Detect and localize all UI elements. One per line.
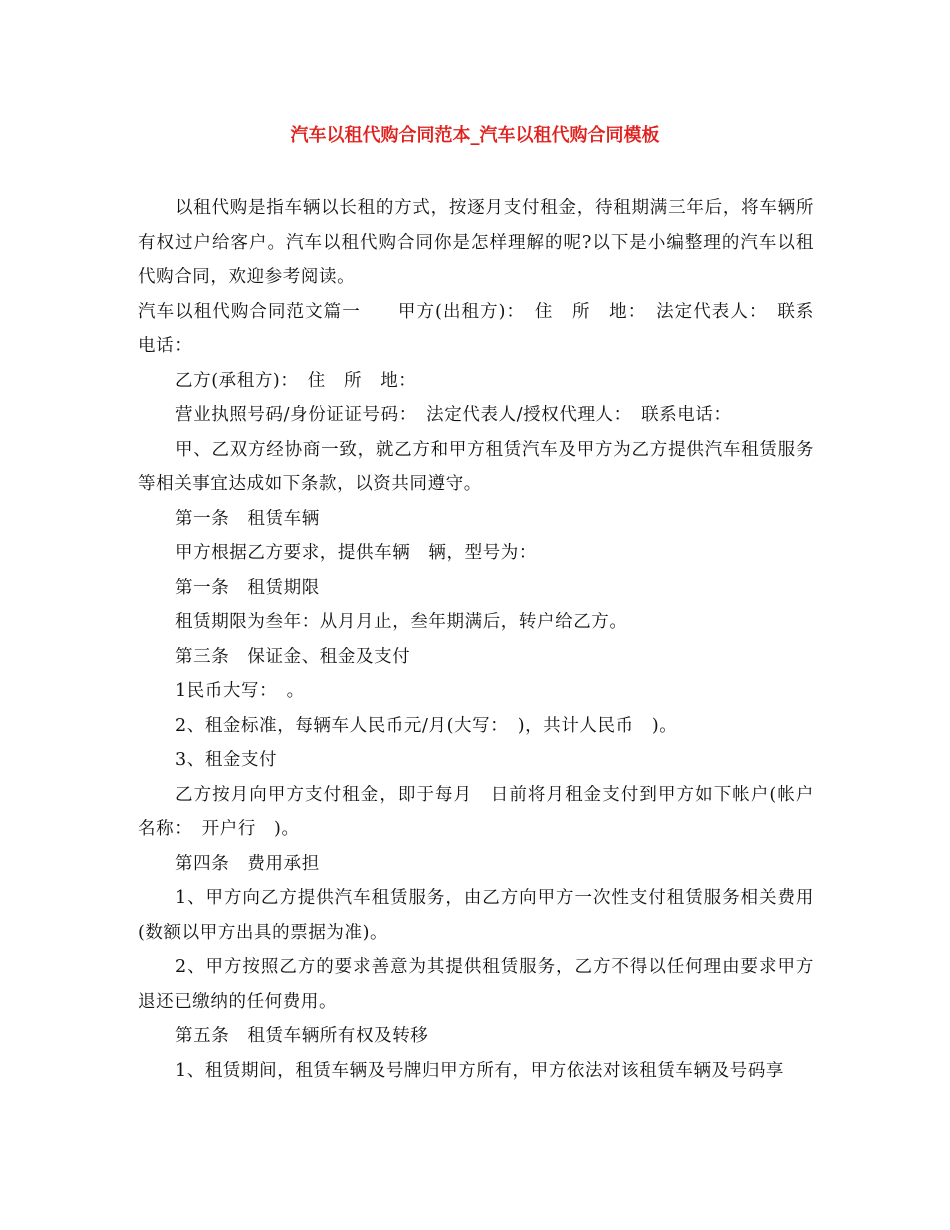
- clause-item: 1、租赁期间，租赁车辆及号牌归甲方所有，甲方依法对该租赁车辆及号码享: [175, 1060, 785, 1081]
- document-title: 汽车以租代购合同范本_汽车以租代购合同模板: [290, 125, 660, 146]
- intro-paragraph: 以租代购是指车辆以长租的方式，按逐月支付租金，待租期满三年后，将车辆所有权过户给客户。汽车以租代购合同你是怎样理解的呢?以下是小编整理的汽车以租代购合同，欢迎参考阅读。: [138, 198, 814, 287]
- parties-line-party-a: 汽车以租代购合同范文篇一 甲方(出租方)： 住 所 地： 法定代表人： 联系电话：: [138, 301, 814, 356]
- article-heading: 第一条 租赁期限: [175, 577, 320, 598]
- clause-item: 2、甲方按照乙方的要求善意为其提供租赁服务，乙方不得以任何理由要求甲方退还已缴纳的任何费用。: [138, 957, 814, 1012]
- article-text: 租赁期限为叁年：从月月止，叁年期满后，转户给乙方。: [175, 612, 628, 632]
- article-heading: 第一条 租赁车辆: [175, 508, 320, 529]
- article-heading: 第五条 租赁车辆所有权及转移: [175, 1026, 429, 1046]
- document-body: [138, 191, 814, 1088]
- agreement-preamble: 甲、乙双方经协商一致，就乙方和甲方租赁汽车及甲方为乙方提供汽车租赁服务等相关事宜达成如下条款，以资共同遵守。: [138, 439, 814, 494]
- clause-item: 1、甲方向乙方提供汽车租赁服务，由乙方向甲方一次性支付租赁服务相关费用(数额以甲方出具的票据为准)。: [138, 888, 814, 943]
- article-text: 甲方根据乙方要求，提供车辆 辆，型号为：: [175, 543, 537, 563]
- clause-item: 3、租金支付: [175, 750, 278, 770]
- parties-line-party-b: 乙方(承租方)： 住 所 地：: [175, 370, 417, 391]
- clause-item: 乙方按月向甲方支付租金，即于每月 日前将月租金支付到甲方如下帐户(帐户名称： 开户行 )。: [138, 784, 814, 839]
- clause-item: 2、租金标准，每辆车人民币元/月(大写： )，共计人民币 )。: [175, 715, 678, 736]
- clause-item: 1民币大写： 。: [175, 681, 305, 701]
- article-heading: 第四条 费用承担: [175, 853, 320, 874]
- article-heading: 第三条 保证金、租金及支付: [175, 646, 411, 667]
- party-b-id-line: 营业执照号码/身份证证号码： 法定代表人/授权代理人： 联系电话：: [175, 405, 732, 425]
